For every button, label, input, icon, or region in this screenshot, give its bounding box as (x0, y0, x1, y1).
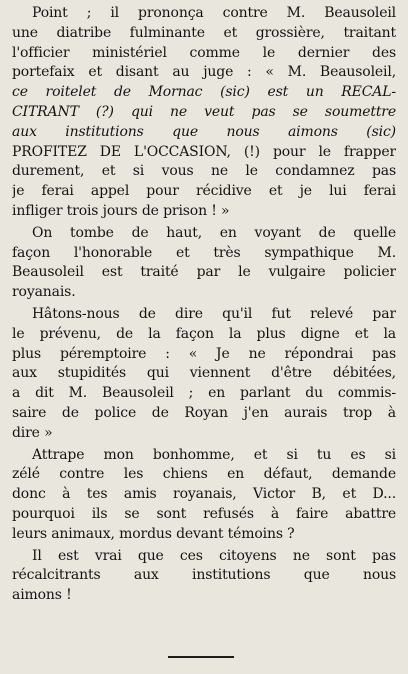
text-line: durement, et si vous ne le condamnez pas (12, 163, 396, 180)
text-line: On tombe de haut, en voyant de quelle (32, 224, 396, 241)
paragraph-3 (12, 305, 396, 444)
text-line: aux stupidités qui viennent d'être débitées, (12, 365, 396, 382)
text-line: portefaix et disant au juge : « M. Beausoleil, (12, 64, 396, 81)
text-line: saire de police de Royan j'en aurais trop à (12, 404, 396, 421)
text-line: leurs animaux, mordus devant témoins ? (12, 525, 295, 542)
paragraph-2 (12, 224, 396, 303)
text-line: aimons ! (12, 587, 72, 604)
separator-rule (168, 656, 234, 658)
text-line: Il est vrai que ces citoyens ne sont pas (32, 547, 396, 564)
article-column (12, 4, 396, 606)
text-line: Hâtons-nous de dire qu'il fut relevé par (32, 305, 396, 322)
text-line: façon l'honorable et très sympathique M. (12, 244, 396, 261)
paragraph-5 (12, 547, 396, 606)
text-line: dire » (12, 424, 53, 441)
text-line: PROFITEZ DE L'OCCASION, (!) pour le frapper (12, 143, 396, 160)
text-line: a dit M. Beausoleil ; en parlant du commis- (12, 385, 396, 402)
text-line: pourquoi ils se sont refusés à faire abattre (12, 505, 396, 522)
text-line: je ferai appel pour récidive et je lui ferai (12, 183, 396, 200)
text-line: Point ; il prononça contre M. Beausoleil (32, 5, 396, 21)
text-line: plus péremptoire : « Je ne répondrai pas (12, 345, 396, 362)
text-line: royanais. (12, 284, 76, 301)
text-line: une diatribe fulminante et grossière, traitant (12, 24, 396, 41)
text-line: CITRANT (?) qui ne veut pas se soumettre (12, 103, 396, 120)
text-line: ce roitelet de Mornac (sic) est un RECAL- (12, 84, 396, 101)
text-line: infliger trois jours de prison ! » (12, 202, 230, 219)
text-line: aux institutions que nous aimons (sic) (12, 123, 396, 140)
text-line: récalcitrants aux institutions que nous (12, 567, 396, 584)
paragraph-4 (12, 446, 396, 545)
text-line: Beausoleil est traité par le vulgaire policier (12, 264, 396, 281)
text-line: le prévenu, de la façon la plus digne et la (12, 325, 396, 342)
text-line: Attrape mon bonhomme, et si tu es si (32, 446, 396, 463)
text-line: l'officier ministériel comme le dernier des (12, 44, 396, 61)
text-line: donc à tes amis royanais, Victor B, et D... (12, 486, 396, 503)
text-line: zélé contre les chiens en défaut, demande (12, 466, 396, 483)
paragraph-1 (12, 4, 396, 222)
